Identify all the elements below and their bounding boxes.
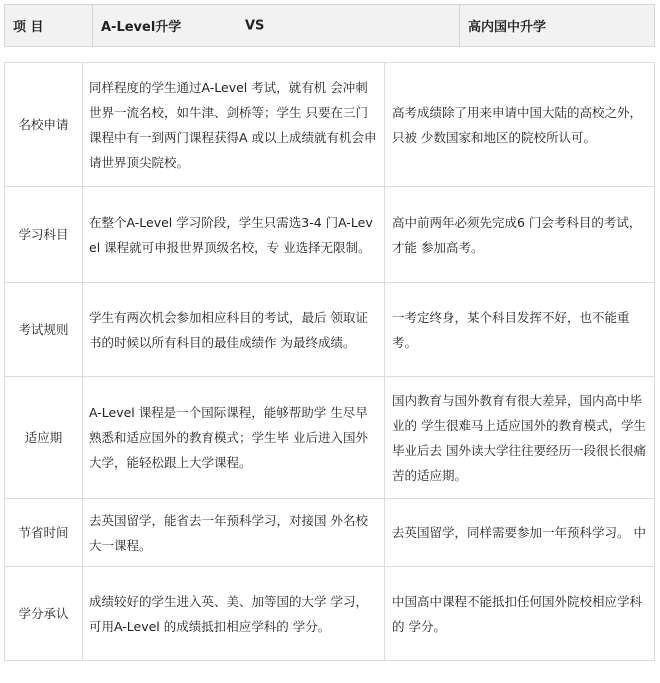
alevel-cell: 同样程度的学生通过A-Level 考试，就有机 会冲刺世界一流名校，如牛津、剑桥等；学生 只要在三门课程中有一到两门课程获得A 或以上成绩就有机会申请世界顶尖院校。 xyxy=(83,63,385,187)
header-china-label: 高内国中升学 xyxy=(460,5,655,47)
header-item-label: 项 目 xyxy=(5,5,93,47)
table-row xyxy=(5,567,655,661)
table-row xyxy=(5,377,655,499)
header-alevel-label: A-Level升学 xyxy=(101,20,182,35)
row-label: 学习科目 xyxy=(5,187,83,283)
row-label: 名校申请 xyxy=(5,63,83,187)
row-label: 学分承认 xyxy=(5,567,83,661)
china-cell: 去英国留学，同样需要参加一年预科学习。 中 xyxy=(385,499,655,567)
row-label: 节省时间 xyxy=(5,499,83,567)
china-cell: 一考定终身，某个科目发挥不好，也不能重考。 xyxy=(385,283,655,377)
alevel-cell: 学生有两次机会参加相应科目的考试，最后 领取证书的时候以所有科目的最佳成绩作 为最终成绩。 xyxy=(83,283,385,377)
alevel-cell: 在整个A-Level 学习阶段，学生只需选3-4 门A-Level 课程就可申报世界顶级名校，专 业选择无限制。 xyxy=(83,187,385,283)
table-row xyxy=(5,63,655,187)
header-table xyxy=(4,4,655,47)
header-row xyxy=(5,5,655,47)
china-cell: 高考成绩除了用来申请中国大陆的高校之外，只被 少数国家和地区的院校所认可。 xyxy=(385,63,655,187)
alevel-cell: 成绩较好的学生进入英、美、加等国的大学 学习，可用A-Level 的成绩抵扣相应学科的 学分。 xyxy=(83,567,385,661)
china-cell: 中国高中课程不能抵扣任何国外院校相应学科的 学分。 xyxy=(385,567,655,661)
china-cell: 国内教育与国外教育有很大差异，国内高中毕业的 学生很难马上适应国外的教育模式，学生毕业后去 国外读大学往往要经历一段很长很痛苦的适应期。 xyxy=(385,377,655,499)
table-row xyxy=(5,499,655,567)
comparison-table xyxy=(4,62,655,661)
row-label: 适应期 xyxy=(5,377,83,499)
alevel-cell: A-Level 课程是一个国际课程，能够帮助学 生尽早熟悉和适应国外的教育模式；学生毕 业后进入国外大学，能轻松跟上大学课程。 xyxy=(83,377,385,499)
header-alevel xyxy=(93,5,460,47)
alevel-cell: 去英国留学，能省去一年预科学习，对接国 外名校大一课程。 xyxy=(83,499,385,567)
table-row xyxy=(5,187,655,283)
table-row xyxy=(5,283,655,377)
china-cell: 高中前两年必须先完成6 门会考科目的考试，才能 参加高考。 xyxy=(385,187,655,283)
header-vs-label: VS xyxy=(245,18,265,33)
row-label: 考试规则 xyxy=(5,283,83,377)
